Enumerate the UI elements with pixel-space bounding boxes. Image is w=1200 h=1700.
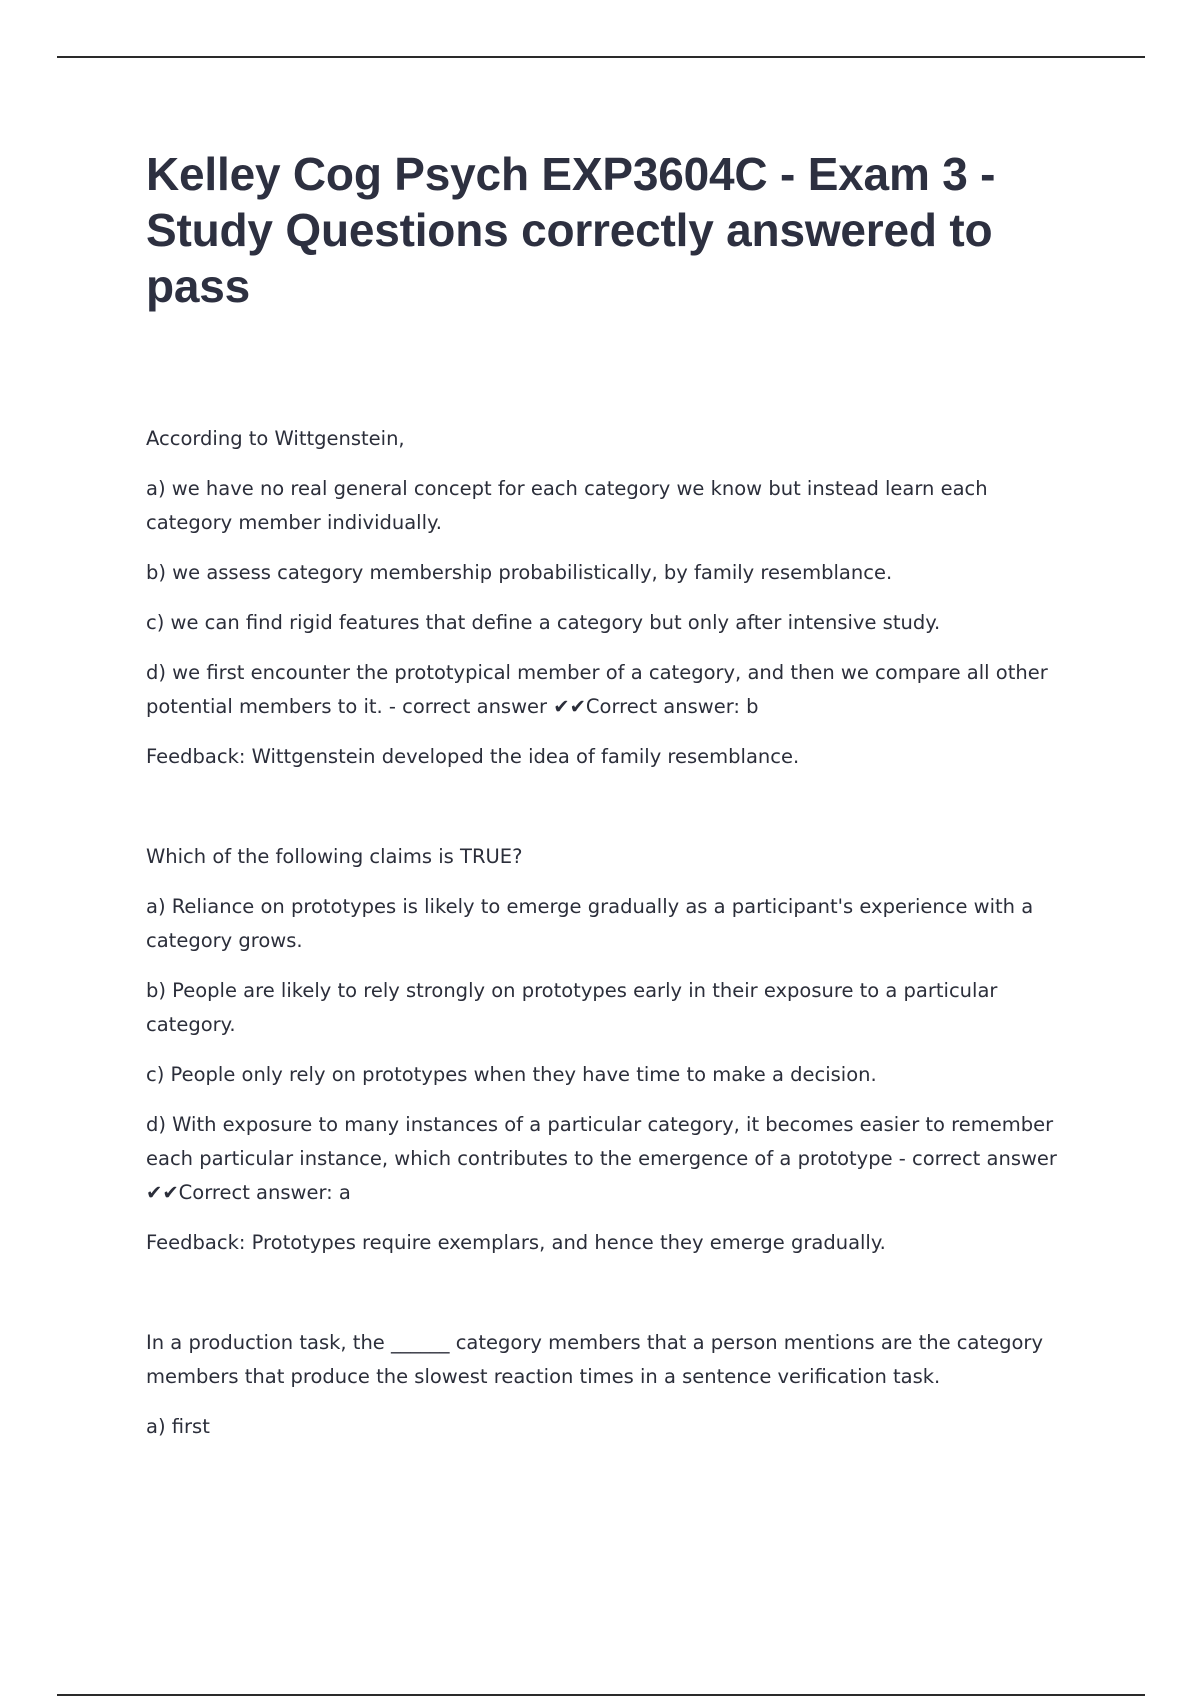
- question-block: [146, 840, 1076, 1260]
- document-body: [146, 146, 1076, 1460]
- answer-option-d: d) With exposure to many instances of a particular category, it becomes easier to remember each particular instance, which contributes to the emergence of a prototype - correct answer ✔✔Correct answer: a: [146, 1113, 1057, 1204]
- answer-option-c: c) People only rely on prototypes when they have time to make a decision.: [146, 1063, 877, 1086]
- header-divider: [57, 56, 1145, 58]
- document-title: Kelley Cog Psych EXP3604C - Exam 3 - Study Questions correctly answered to pass: [146, 148, 996, 312]
- question-list: [146, 422, 1076, 1444]
- answer-option-c: c) we can find rigid features that define a category but only after intensive study.: [146, 611, 941, 634]
- question-prompt: In a production task, the ______ category members that a person mentions are the category members that produce the slowest reaction times in a sentence verification task.: [146, 1331, 1043, 1388]
- answer-option-a: a) we have no real general concept for each category we know but instead learn each category member individually.: [146, 477, 988, 534]
- question-prompt: Which of the following claims is TRUE?: [146, 845, 523, 868]
- question-feedback: Feedback: Prototypes require exemplars, and hence they emerge gradually.: [146, 1231, 886, 1254]
- question-block: [146, 422, 1076, 774]
- footer-divider: [57, 1694, 1145, 1696]
- question-block: [146, 1326, 1076, 1444]
- answer-option-a: a) first: [146, 1415, 210, 1438]
- question-feedback: Feedback: Wittgenstein developed the idea of family resemblance.: [146, 745, 800, 768]
- answer-option-a: a) Reliance on prototypes is likely to emerge gradually as a participant's experience with a category grows.: [146, 895, 1034, 952]
- answer-option-b: b) we assess category membership probabilistically, by family resemblance.: [146, 561, 893, 584]
- answer-option-b: b) People are likely to rely strongly on prototypes early in their exposure to a particular category.: [146, 979, 998, 1036]
- question-prompt: According to Wittgenstein,: [146, 427, 405, 450]
- answer-option-d: d) we first encounter the prototypical member of a category, and then we compare all other potential members to it. - correct answer ✔✔Correct answer: b: [146, 661, 1048, 718]
